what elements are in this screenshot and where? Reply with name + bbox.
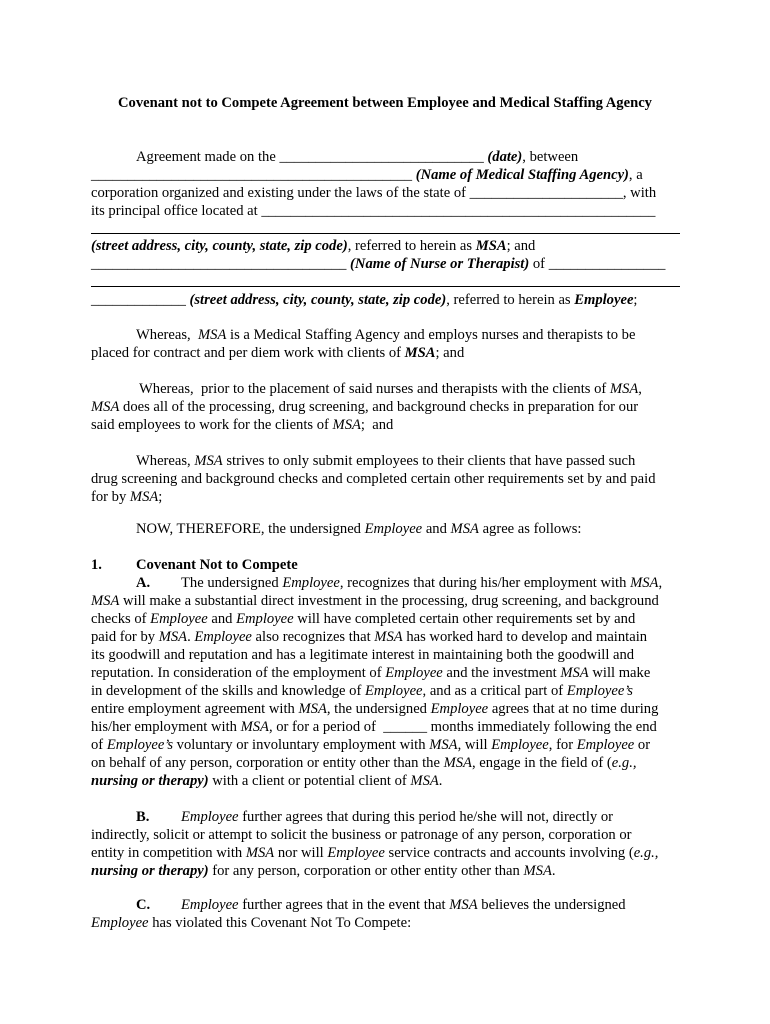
text-line: MSA does all of the processing, drug screening, and background checks in preparation for our xyxy=(91,399,639,415)
text-line: _____________ (street address, city, county, state, zip code), referred to herein as Employee; xyxy=(91,292,638,308)
text-line: Employee has violated this Covenant Not To Compete: xyxy=(91,915,412,931)
blank-line xyxy=(91,286,680,287)
document-page: Covenant not to Compete Agreement between Employee and Medical Staffing Agency Agreement made on the ____________________________ (date), between ____________________________________________ (Name of Medical Staffing Agency), a corporation organized and existing under the laws of the state of _____________________, with its principal office located at ______________________________________________________ (street address, city, county, state, zip code), referred to herein as MSA; and ___________________________________ (Name of Nurse or Therapist) of ________________ _____________ (street address, city, county, state, zip code), referred to herein as Employee; Whereas, MSA is a Medical Staffing Agency and employs nurses and therapists to be placed for contract and per diem work with clients of MSA; and Whereas, prior to the placement of said nurses and therapists with the clients of MSA, MSA does all of the processing, drug screening, and background checks in preparation for our said employees to work for the clients of MSA; and Whereas, MSA strives to only submit employees to their clients that have passed such drug screening and background checks and completed certain other requirements set by and paid for by MSA; NOW, THEREFORE, the undersigned Employee and MSA agree as follows: 1. Covenant Not to Compete A. The undersigned Employee, recognizes that during his/her employment with MSA, MSA will make a substantial direct investment in the processing, drug screening, and background checks of Employee and Employee will have completed certain other requirements set by and paid for by MSA. Employee also recognizes that MSA has worked hard to develop and maintain its goodwill and reputation and has a legitimate interest in maintaining both the goodwill and reputation. In consideration of the employment of Employee and the investment MSA will make in development of the skills and knowledge of Employee, and as a critical part of Employee’s entire employment agreement with MSA, the undersigned Employee agrees that at no time during his/her employment with MSA, or for a period of ______ months immediately following the end of Employee’s voluntary or involuntary employment with MSA, will Employee, for Employee or on behalf of any person, corporation or entity other than the MSA, engage in the field of (e.g., nursing or therapy) with a client or potential client of MSA. B. Employee further agrees that during this period he/she will not, directly or indirectly, solicit or attempt to solicit the business or patronage of any person, corporation or entity in competition with MSA nor will Employee service contracts and accounts involving (e.g., nursing or therapy) for any person, corporation or other entity other than MSA. C. Employee further agrees that in the event that MSA believes the undersigned Employee has violated this Covenant Not To Compete: xyxy=(0,0,770,1024)
text-line: for by MSA; xyxy=(91,489,163,505)
blank-line xyxy=(91,233,680,234)
section-heading: 1. Covenant Not to Compete xyxy=(91,557,298,573)
text-line: corporation organized and existing under the laws of the state of _____________________, with xyxy=(91,185,657,201)
text-line: reputation. In consideration of the employment of Employee and the investment MSA will make xyxy=(91,665,651,681)
text-line: NOW, THEREFORE, the undersigned Employee and MSA agree as follows: xyxy=(136,521,582,537)
text-line: placed for contract and per diem work with clients of MSA; and xyxy=(91,345,465,361)
text-line: Whereas, MSA is a Medical Staffing Agency and employs nurses and therapists to be xyxy=(136,327,636,343)
text-line: said employees to work for the clients of MSA; and xyxy=(91,417,394,433)
text-line: paid for by MSA. Employee also recognizes that MSA has worked hard to develop and maintain xyxy=(91,629,648,645)
text-line: its principal office located at ______________________________________________________ xyxy=(91,203,656,219)
text-line: Agreement made on the ____________________________ (date), between xyxy=(136,149,579,165)
text-line: nursing or therapy) with a client or potential client of MSA. xyxy=(91,773,443,789)
text-line: ___________________________________ (Name of Nurse or Therapist) of ________________ xyxy=(91,256,666,272)
text-line: of Employee’s voluntary or involuntary employment with MSA, will Employee, for Employee or xyxy=(91,737,651,753)
text-line: its goodwill and reputation and has a legitimate interest in maintaining both the goodwill and xyxy=(91,647,635,663)
text-line: drug screening and background checks and completed certain other requirements set by and paid xyxy=(91,471,656,487)
text-line: MSA will make a substantial direct investment in the processing, drug screening, and background xyxy=(91,593,659,609)
text-line: Whereas, MSA strives to only submit employees to their clients that have passed such xyxy=(136,453,636,469)
text-line: ____________________________________________ (Name of Medical Staffing Agency), a xyxy=(91,167,643,183)
text-line: entity in competition with MSA nor will Employee service contracts and accounts involving (e.g., xyxy=(91,845,659,861)
text-line: Whereas, prior to the placement of said nurses and therapists with the clients of MSA, xyxy=(139,381,642,397)
document-title: Covenant not to Compete Agreement between Employee and Medical Staffing Agency xyxy=(118,95,652,111)
text-line: nursing or therapy) for any person, corporation or other entity other than MSA. xyxy=(91,863,556,879)
text-line: checks of Employee and Employee will have completed certain other requirements set by and xyxy=(91,611,636,627)
text-line: (street address, city, county, state, zip code), referred to herein as MSA; and xyxy=(91,238,536,254)
text-line: on behalf of any person, corporation or entity other than the MSA, engage in the field of (e.g., xyxy=(91,755,637,771)
text-line: his/her employment with MSA, or for a period of ______ months immediately following the end xyxy=(91,719,657,735)
text-line: entire employment agreement with MSA, the undersigned Employee agrees that at no time during xyxy=(91,701,659,717)
text-line: indirectly, solicit or attempt to solicit the business or patronage of any person, corporation or xyxy=(91,827,632,843)
text-line: in development of the skills and knowledge of Employee, and as a critical part of Employee’s xyxy=(91,683,633,699)
